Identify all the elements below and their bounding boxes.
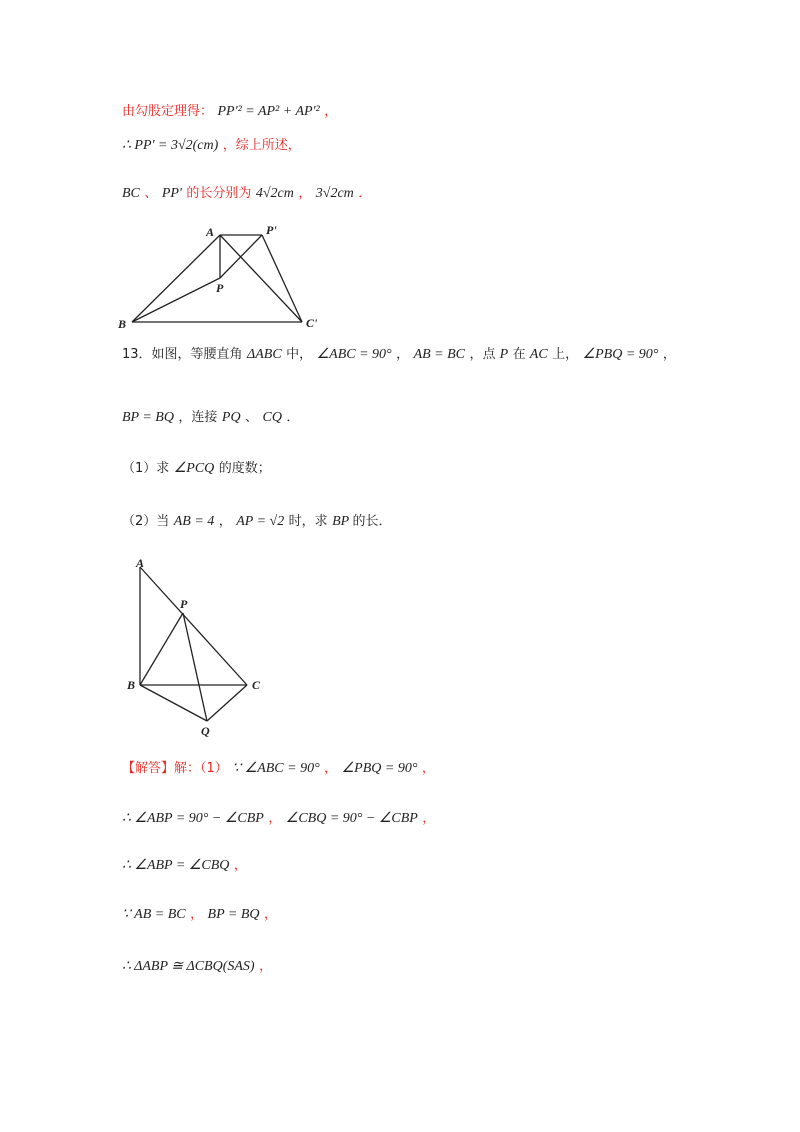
punctuation: ， — [263, 907, 277, 922]
solution-line-2 — [122, 134, 301, 154]
formula: BP = BQ — [207, 907, 260, 922]
answer-line-1 — [122, 757, 435, 777]
formula: BP = BQ — [122, 410, 174, 425]
solution-line-3 — [122, 182, 371, 202]
problem-question-1 — [122, 457, 271, 477]
answer-line-4 — [122, 903, 277, 923]
solution-line-1 — [122, 100, 337, 120]
formula: PQ — [221, 410, 241, 425]
label-B: B — [118, 317, 127, 331]
formula: PP'² = AP² + AP'² — [217, 104, 320, 119]
segment-BQ — [140, 685, 207, 721]
formula: 3√2cm — [315, 186, 354, 201]
geometry-figure-1 — [112, 220, 327, 339]
punctuation: ， — [662, 347, 676, 362]
label-A: A — [136, 556, 145, 570]
punctuation: ， — [422, 811, 436, 826]
formula: ΔABC — [247, 347, 282, 362]
formula: CQ — [262, 410, 282, 425]
formula: ∠ABC = 90° — [316, 347, 392, 362]
formula: ∠PCQ — [173, 461, 215, 476]
punctuation: ， — [324, 104, 338, 119]
segment-PQ — [183, 613, 207, 721]
punctuation: ， — [218, 514, 232, 529]
problem-text: 的度数； — [218, 461, 271, 476]
segment-AC — [140, 567, 247, 685]
formula: 4√2cm — [255, 186, 294, 201]
formula: ∠PBQ = 90° — [582, 347, 659, 362]
label-P-prime: P' — [266, 223, 277, 237]
formula: ∠PBQ = 90° — [341, 761, 418, 776]
formula: AB = BC — [413, 347, 466, 362]
formula: ∴ ∠ABP = ∠CBQ — [122, 858, 230, 873]
formula: PP' — [161, 186, 182, 201]
problem-text: （2）当 — [122, 514, 170, 529]
punctuation: ， — [396, 347, 410, 362]
problem-text: ，连接 — [178, 410, 218, 425]
segment-AC — [220, 235, 302, 322]
problem-question-2 — [122, 510, 392, 530]
formula: ∴ ∠ABP = 90° − ∠CBP — [122, 811, 264, 826]
label-C: C — [252, 678, 261, 692]
problem-text: ，点 — [469, 347, 500, 362]
formula: AP = √2 — [236, 514, 285, 529]
segment-P1C — [262, 235, 302, 322]
formula: ∵ ∠ABC = 90° — [232, 761, 320, 776]
punctuation: ， — [190, 907, 204, 922]
answer-line-3 — [122, 854, 247, 874]
formula: AC — [529, 347, 548, 362]
problem-text: 中， — [286, 347, 313, 362]
punctuation: ， — [421, 761, 435, 776]
formula: ∵ AB = BC — [122, 907, 186, 922]
segment-BP — [132, 278, 220, 322]
problem-text: 的长． — [352, 514, 392, 529]
problem-text: （1）求 — [122, 461, 170, 476]
punctuation: ． — [286, 410, 300, 425]
punctuation: ， — [298, 186, 312, 201]
label-C: C' — [306, 316, 318, 330]
answer-line-5 — [122, 955, 272, 975]
label-P: P — [180, 597, 188, 611]
segment-AB — [132, 235, 220, 322]
formula: ∴ PP' = 3√2(cm) — [122, 138, 219, 153]
label-Q: Q — [201, 724, 210, 738]
segment-BP — [140, 613, 183, 685]
punctuation: ， — [268, 811, 282, 826]
solution-text: 由勾股定理得： — [122, 104, 214, 119]
problem-line-2 — [122, 406, 299, 426]
formula: BC — [122, 186, 140, 201]
formula: ∠CBQ = 90° − ∠CBP — [285, 811, 418, 826]
formula: BP — [332, 514, 353, 529]
punctuation: ， — [233, 858, 247, 873]
segment-CQ — [207, 685, 247, 721]
punctuation: ， — [259, 959, 273, 974]
solution-text: ，综上所述， — [222, 138, 301, 153]
punctuation: 、 — [144, 186, 158, 201]
problem-text: 13．如图，等腰直角 — [122, 347, 243, 362]
answer-tag: 【解答】解：（1） — [122, 761, 228, 776]
solution-text: 的长分别为 — [186, 186, 252, 201]
label-B: B — [127, 678, 136, 692]
problem-text: 上， — [552, 347, 579, 362]
punctuation: ， — [324, 761, 338, 776]
punctuation: ． — [358, 186, 372, 201]
answer-line-2 — [122, 807, 435, 827]
punctuation: 、 — [245, 410, 259, 425]
formula: ∴ ΔABP ≅ ΔCBQ(SAS) — [122, 959, 255, 974]
problem-text: 在 — [512, 347, 530, 362]
problem-text: 时，求 — [288, 514, 328, 529]
label-P: P — [216, 281, 224, 295]
label-A: A — [206, 225, 215, 239]
geometry-figure-2 — [125, 555, 285, 744]
formula: AB = 4 — [173, 514, 215, 529]
formula: P — [499, 347, 509, 362]
problem-line-1 — [122, 343, 676, 363]
